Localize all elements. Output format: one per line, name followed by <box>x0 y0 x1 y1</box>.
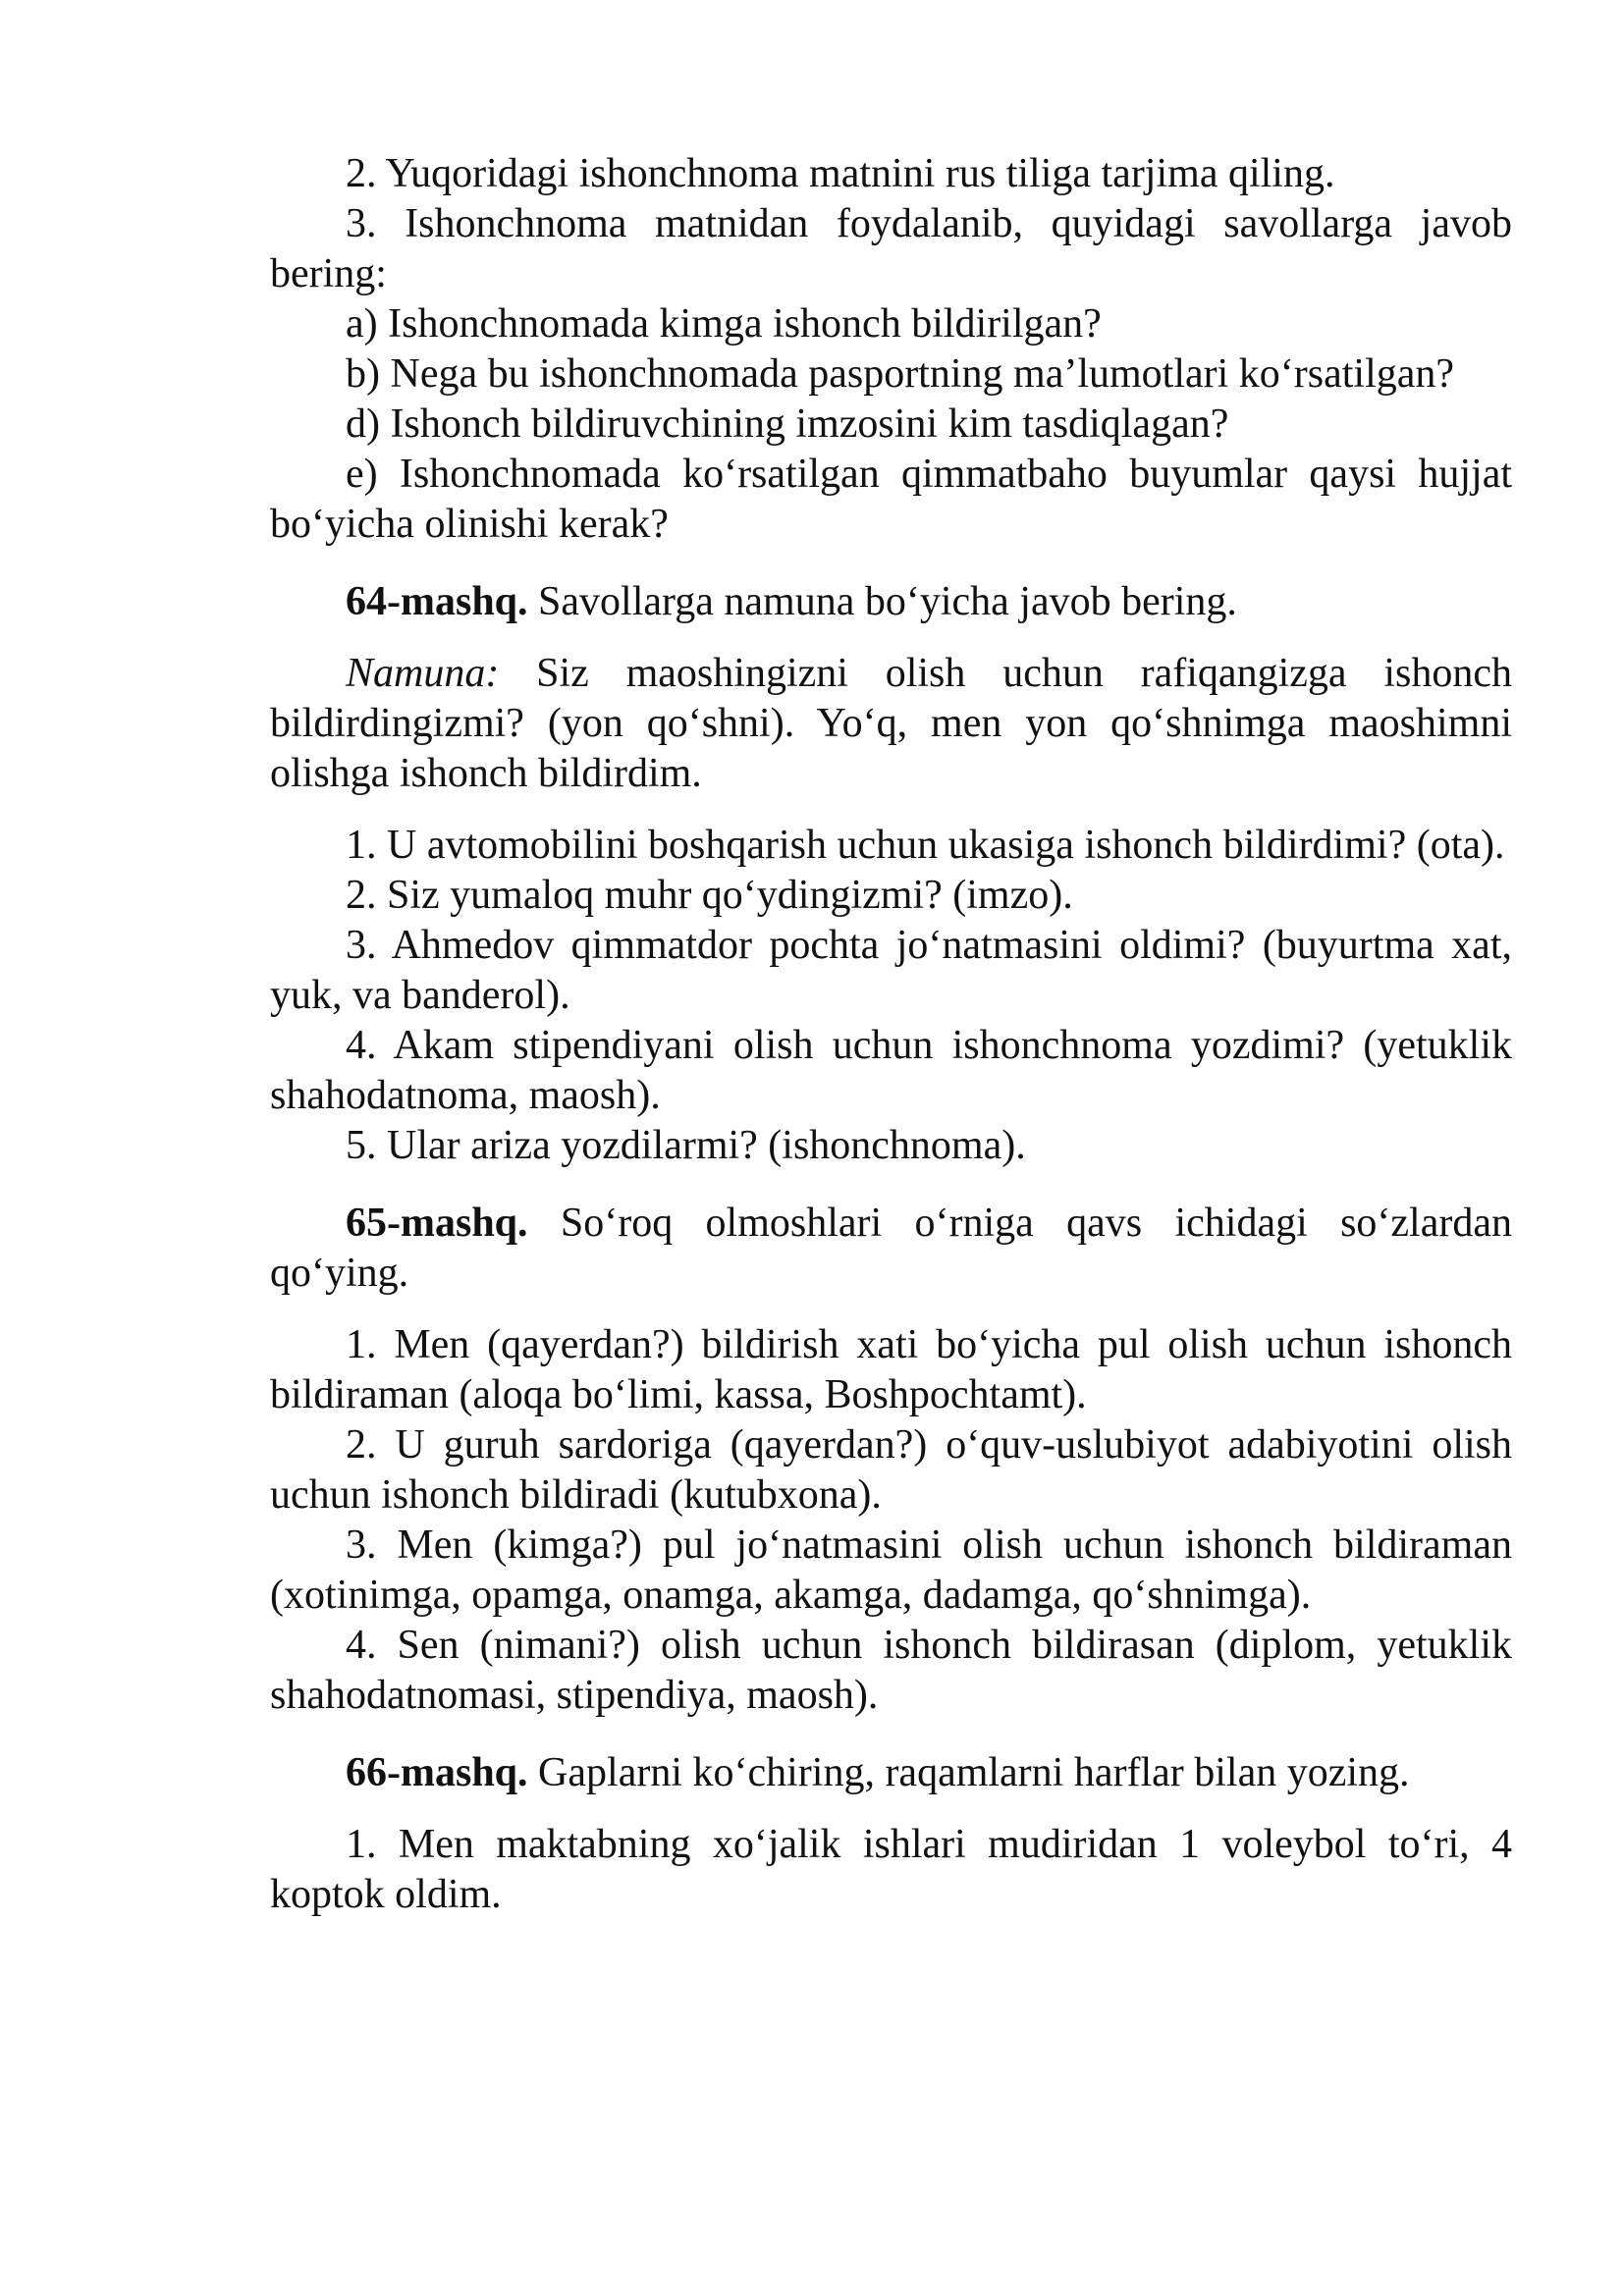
exercise-66-item: 1. Men maktabning xo‘jalik ishlari mudiridan 1 voleybol to‘ri, 4 koptok oldim. <box>270 1822 1512 1917</box>
exercise-64-title: Savollarga namuna bo‘yicha javob bering. <box>527 579 1237 624</box>
exercise-64-label: 64-mashq. <box>346 579 528 624</box>
exercise-64-item: 3. Ahmedov qimmatdor pochta jo‘natmasini oldimi? (buyurtma xat, yuk, va banderol). <box>270 923 1512 1018</box>
document-page <box>270 149 1512 1920</box>
question-e: e) Ishonchnomada ko‘rsatilgan qimmatbaho buyumlar qaysi hujjat bo‘yicha olinishi kerak? <box>270 452 1512 547</box>
exercise-64-item: 1. U avtomobilini boshqarish uchun ukasiga ishonch bildirdimi? (ota). <box>346 823 1505 868</box>
paragraph-task-2: 2. Yuqoridagi ishonchnoma matnini rus tiliga tarjima qiling. <box>346 151 1335 196</box>
exercise-64-item: 5. Ular ariza yozdilarmi? (ishonchnoma). <box>346 1123 1026 1168</box>
exercise-65-item: 2. U guruh sardoriga (qayerdan?) o‘quv-uslubiyot adabiyotini olish uchun ishonch bildiradi (kutubxona). <box>270 1422 1512 1518</box>
exercise-65-label: 65-mashq. <box>346 1201 528 1246</box>
exercise-64-item: 2. Siz yumaloq muhr qo‘ydingizmi? (imzo). <box>346 873 1073 918</box>
question-a: a) Ishonchnomada kimga ishonch bildirilgan? <box>346 301 1102 347</box>
question-d: d) Ishonch bildiruvchining imzosini kim tasdiqlagan? <box>346 401 1229 447</box>
exercise-66-title: Gaplarni ko‘chiring, raqamlarni harflar bilan yozing. <box>527 1750 1410 1795</box>
exercise-64-item: 4. Akam stipendiyani olish uchun ishonchnoma yozdimi? (yetuklik shahodatnoma, maosh). <box>270 1023 1512 1118</box>
exercise-65-item: 4. Sen (nimani?) olish uchun ishonch bildirasan (diplom, yetuklik shahodatnomasi, stipendiya, maosh). <box>270 1623 1512 1718</box>
sample-label: Namuna: <box>346 651 500 696</box>
exercise-66-label: 66-mashq. <box>346 1750 528 1795</box>
question-b: b) Nega bu ishonchnomada pasportning ma’lumotlari ko‘rsatilgan? <box>346 351 1455 397</box>
exercise-65-item: 3. Men (kimga?) pul jo‘natmasini olish uchun ishonch bildiraman (xotinimga, opamga, onamga, akamga, dadamga, qo‘shnimga). <box>270 1522 1512 1618</box>
exercise-64-heading <box>270 577 1512 627</box>
exercise-65-title: So‘roq olmoshlari o‘rniga qavs ichidagi so‘zlardan qo‘ying. <box>270 1201 1512 1296</box>
exercise-65-heading <box>270 1199 1512 1299</box>
sample-text: Siz maoshingizni olish uchun rafiqangizga ishonch bildirdingizmi? (yon qo‘shni). Yo‘q, men yon qo‘shnimga maoshimni olishga ishonch bildirdim. <box>270 651 1512 796</box>
exercise-64-sample <box>270 649 1512 799</box>
paragraph-task-3: 3. Ishonchnoma matnidan foydalanib, quyidagi savollarga javob bering: <box>270 201 1512 296</box>
exercise-65-item: 1. Men (qayerdan?) bildirish xati bo‘yicha pul olish uchun ishonch bildiraman (aloqa bo‘limi, kassa, Boshpochtamt). <box>270 1322 1512 1417</box>
exercise-66-heading <box>270 1748 1512 1798</box>
